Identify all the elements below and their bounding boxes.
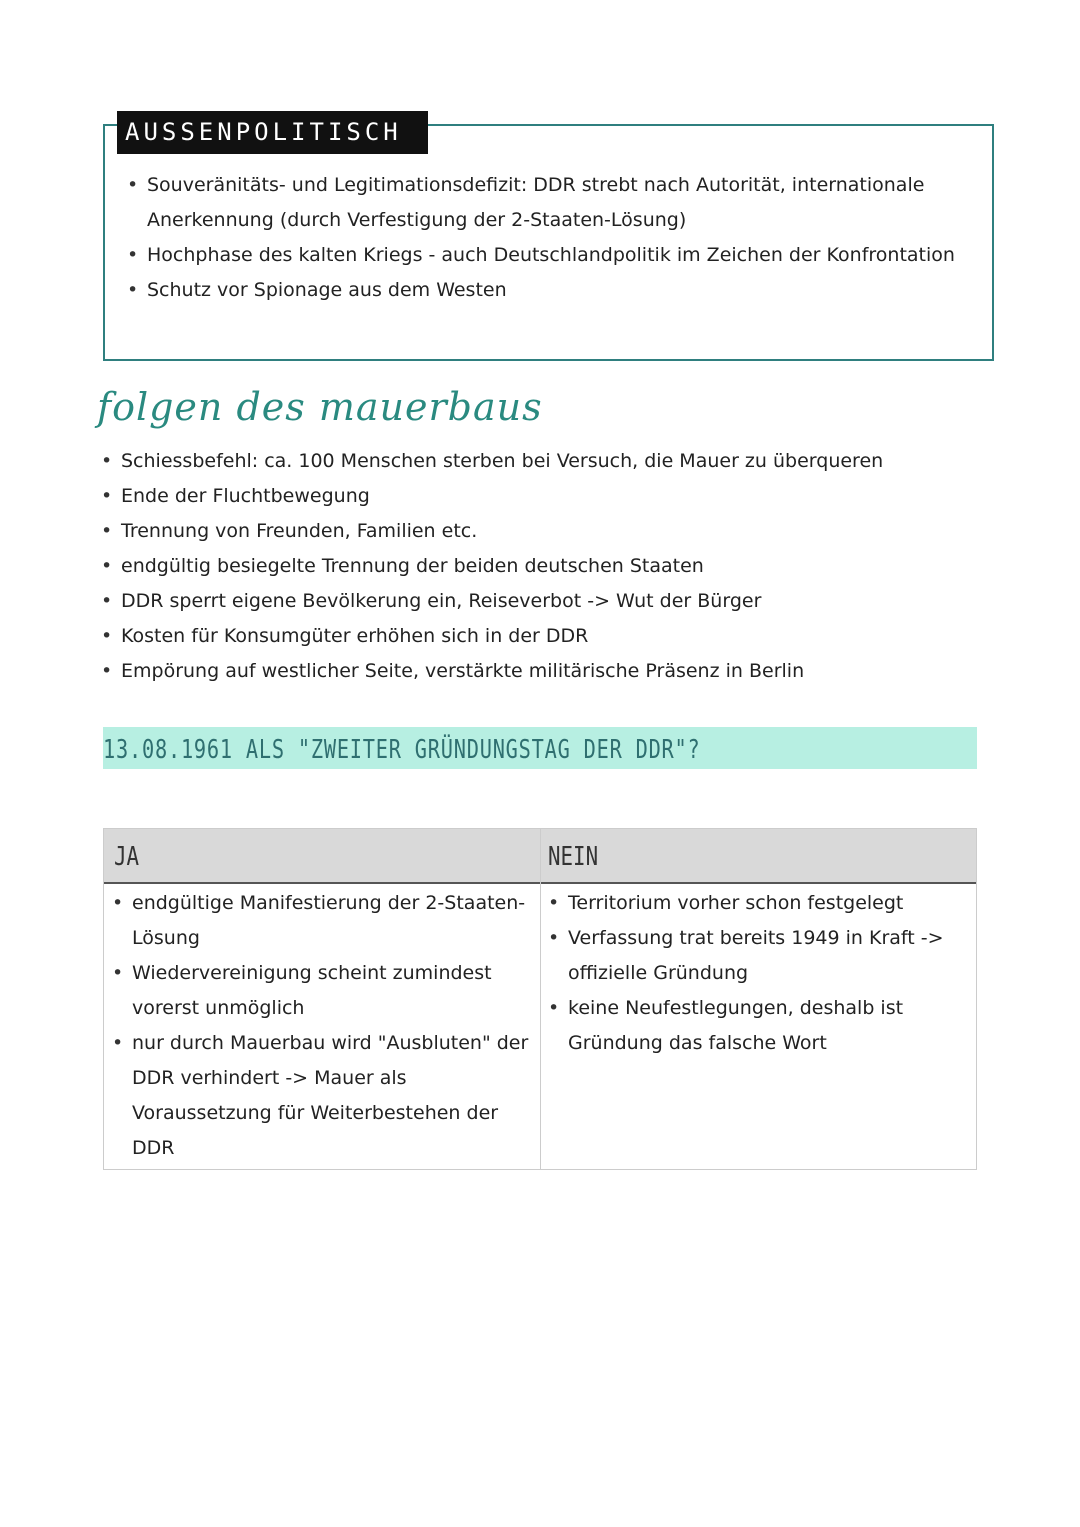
folgen-list: [101, 444, 981, 689]
list-item: • DDR sperrt eigene Bevölkerung ein, Reiseverbot -> Wut der Bürger: [101, 584, 981, 619]
list-item: • nur durch Mauerbau wird "Ausbluten" der DDR verhindert -> Mauer als Voraussetzung für Weiterbestehen der DDR: [112, 1026, 532, 1166]
list-item: • Ende der Fluchtbewegung: [101, 479, 981, 514]
list-item: • Trennung von Freunden, Familien etc.: [101, 514, 981, 549]
list-item: • Hochphase des kalten Kriegs - auch Deutschlandpolitik im Zeichen der Konfrontation: [127, 238, 967, 273]
list-item: • Souveränitäts- und Legitimationsdefizit: DDR strebt nach Autorität, internationale Anerkennung (durch Verfestigung der 2-Staaten-Lösung): [127, 168, 967, 238]
list-item: • Wiedervereinigung scheint zumindest vorerst unmöglich: [112, 956, 532, 1026]
aussenpolitisch-label: AUSSENPOLITISCH: [117, 111, 428, 154]
header-ja: JA: [114, 842, 140, 872]
ja-nein-table: [103, 828, 977, 1170]
column-divider: [540, 829, 541, 1169]
nein-list: [548, 886, 968, 1061]
list-item: • Schiessbefehl: ca. 100 Menschen sterben bei Versuch, die Mauer zu überqueren: [101, 444, 981, 479]
list-item: • endgültig besiegelte Trennung der beiden deutschen Staaten: [101, 549, 981, 584]
list-item: • keine Neufestlegungen, deshalb ist Gründung das falsche Wort: [548, 991, 968, 1061]
aussenpolitisch-list: [127, 168, 967, 308]
list-item: • endgültige Manifestierung der 2-Staaten-Lösung: [112, 886, 532, 956]
list-item: • Territorium vorher schon festgelegt: [548, 886, 968, 921]
list-item: • Empörung auf westlicher Seite, verstärkte militärische Präsenz in Berlin: [101, 654, 981, 689]
ja-list: [112, 886, 532, 1166]
header-nein: NEIN: [548, 842, 599, 872]
list-item: • Verfassung trat bereits 1949 in Kraft -> offizielle Gründung: [548, 921, 968, 991]
folgen-title: folgen des mauerbaus: [97, 385, 543, 429]
question-title: 13.08.1961 ALS "ZWEITER GRÜNDUNGSTAG DER DDR"?: [103, 735, 701, 765]
list-item: • Kosten für Konsumgüter erhöhen sich in der DDR: [101, 619, 981, 654]
list-item: • Schutz vor Spionage aus dem Westen: [127, 273, 967, 308]
